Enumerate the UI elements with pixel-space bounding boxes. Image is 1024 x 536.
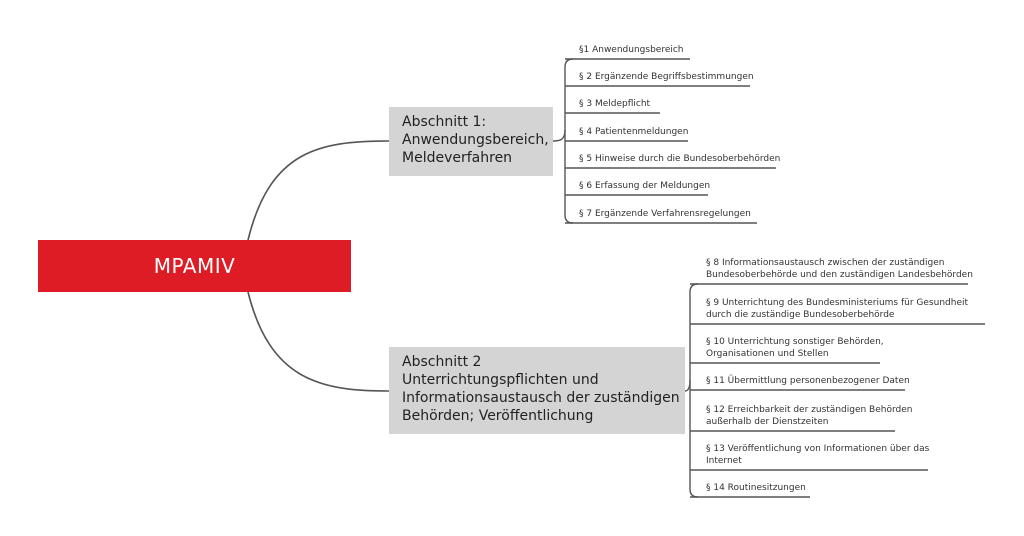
paragraph-4-node[interactable]: [579, 126, 688, 138]
paragraph-label: § 12 Erreichbarkeit der zuständigen Behörden: [706, 405, 913, 415]
root-to-section-1-connector: [248, 141, 389, 240]
root-label: MPAMIV: [153, 254, 236, 278]
paragraph-10-node[interactable]: [706, 336, 884, 360]
paragraph-label: § 7 Ergänzende Verfahrensregelungen: [579, 209, 751, 219]
paragraph-label: § 11 Übermittlung personenbezogener Daten: [706, 376, 910, 386]
section-2-to-items-connector: [685, 380, 690, 391]
paragraph-label: §1 Anwendungsbereich: [579, 45, 684, 55]
paragraph-8-node[interactable]: [706, 257, 973, 281]
paragraph-label: § 9 Unterrichtung des Bundesministeriums für Gesundheit: [706, 298, 969, 308]
paragraph-label: § 13 Veröffentlichung von Informationen über das: [706, 444, 930, 454]
paragraph-11-node[interactable]: [706, 375, 910, 387]
paragraph-label: § 8 Informationsaustausch zwischen der zuständigen: [706, 258, 945, 268]
paragraph-5-node[interactable]: [579, 153, 780, 165]
paragraph-label: § 3 Meldepflicht: [579, 99, 651, 109]
section-1-title-line: Abschnitt 1:: [402, 114, 487, 130]
section-2-title-line: Abschnitt 2: [402, 354, 482, 370]
section-2-title-line: Behörden; Veröffentlichung: [402, 408, 594, 424]
paragraph-label: § 6 Erfassung der Meldungen: [579, 181, 711, 191]
paragraph-13-node[interactable]: [706, 443, 929, 467]
paragraph-14-node[interactable]: [706, 482, 806, 494]
paragraph-label: § 14 Routinesitzungen: [706, 483, 806, 493]
paragraph-6-node[interactable]: [579, 180, 710, 192]
paragraph-label: durch die zuständige Bundesoberbehörde: [706, 310, 895, 320]
paragraph-1-node[interactable]: [579, 44, 684, 56]
section-2-title-line: Informationsaustausch der zuständigen: [402, 390, 680, 406]
paragraph-label: § 2 Ergänzende Begriffsbestimmungen: [579, 72, 754, 82]
paragraph-label: Bundesoberbehörde und den zuständigen Landesbehörden: [706, 270, 973, 280]
paragraph-9-node[interactable]: [706, 297, 968, 321]
paragraph-12-node[interactable]: [706, 404, 912, 428]
root-node[interactable]: [38, 240, 351, 292]
paragraph-label: § 4 Patientenmeldungen: [579, 127, 689, 137]
section-2-node[interactable]: [389, 347, 685, 434]
paragraph-3-node[interactable]: [579, 98, 650, 110]
section-1-title-line: Anwendungsbereich,: [402, 132, 549, 148]
section-1-title-line: Meldeverfahren: [402, 150, 513, 166]
section-1-node[interactable]: [389, 107, 553, 176]
root-to-section-2-connector: [248, 292, 389, 391]
section-2-title-line: Unterrichtungspflichten und: [402, 372, 599, 388]
paragraph-label: § 5 Hinweise durch die Bundesoberbehörden: [579, 154, 781, 164]
section-1-to-items-connector: [553, 130, 565, 141]
paragraph-label: Internet: [706, 456, 742, 466]
paragraph-2-node[interactable]: [579, 71, 754, 83]
paragraph-label: außerhalb der Dienstzeiten: [706, 417, 829, 427]
paragraph-label: § 10 Unterrichtung sonstiger Behörden,: [706, 337, 884, 347]
paragraph-label: Organisationen und Stellen: [706, 349, 829, 359]
paragraph-7-node[interactable]: [579, 208, 751, 220]
